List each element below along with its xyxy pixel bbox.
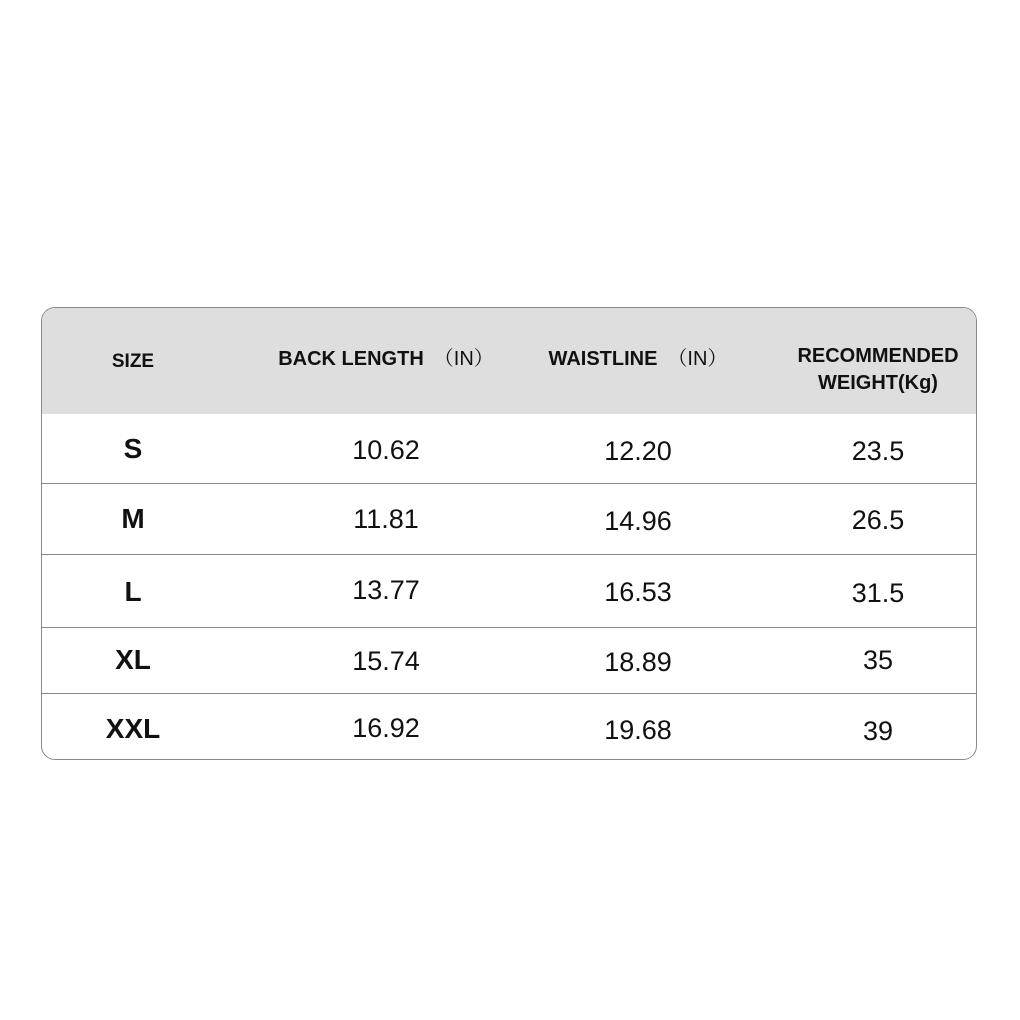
table-row <box>42 555 976 627</box>
header-size <box>42 308 224 414</box>
header-weight-line1: RECOMMENDED <box>797 345 959 367</box>
table-row <box>42 484 976 554</box>
waistline-cell: 14.96 <box>604 505 672 536</box>
header-weight-line2: WEIGHT(Kg) <box>818 372 938 394</box>
weight-cell: 26.5 <box>851 504 905 535</box>
size-chart-table <box>41 307 977 760</box>
size-cell: S <box>123 432 143 464</box>
header-waistline-unit: （IN） <box>667 347 728 370</box>
waistline-cell: 19.68 <box>604 714 672 745</box>
table-row <box>42 628 976 693</box>
table-header-row <box>42 308 976 414</box>
weight-cell: 39 <box>862 715 894 746</box>
size-cell: L <box>124 576 142 607</box>
header-waistline <box>538 308 738 410</box>
size-cell: XL <box>115 644 151 675</box>
header-back-length-label: BACK LENGTH <box>278 347 424 370</box>
table-row <box>42 414 976 483</box>
header-waistline-label: WAISTLINE <box>548 347 658 370</box>
waistline-cell: 16.53 <box>604 576 672 607</box>
back-length-cell: 11.81 <box>353 503 419 534</box>
header-back-length-unit: （IN） <box>433 347 494 370</box>
weight-cell: 23.5 <box>851 435 905 466</box>
waistline-cell: 18.89 <box>604 646 672 677</box>
back-length-cell: 13.77 <box>352 574 420 605</box>
back-length-cell: 15.74 <box>352 645 420 676</box>
table-row <box>42 694 976 760</box>
back-length-cell: 16.92 <box>352 712 420 743</box>
header-back-length <box>274 308 498 410</box>
waistline-cell: 12.20 <box>604 435 672 466</box>
size-cell: XXL <box>105 713 161 744</box>
size-cell: M <box>121 503 145 534</box>
header-size-label: SIZE <box>111 350 155 372</box>
weight-cell: 35 <box>862 644 894 675</box>
back-length-cell: 10.62 <box>352 434 420 465</box>
weight-cell: 31.5 <box>851 577 905 608</box>
